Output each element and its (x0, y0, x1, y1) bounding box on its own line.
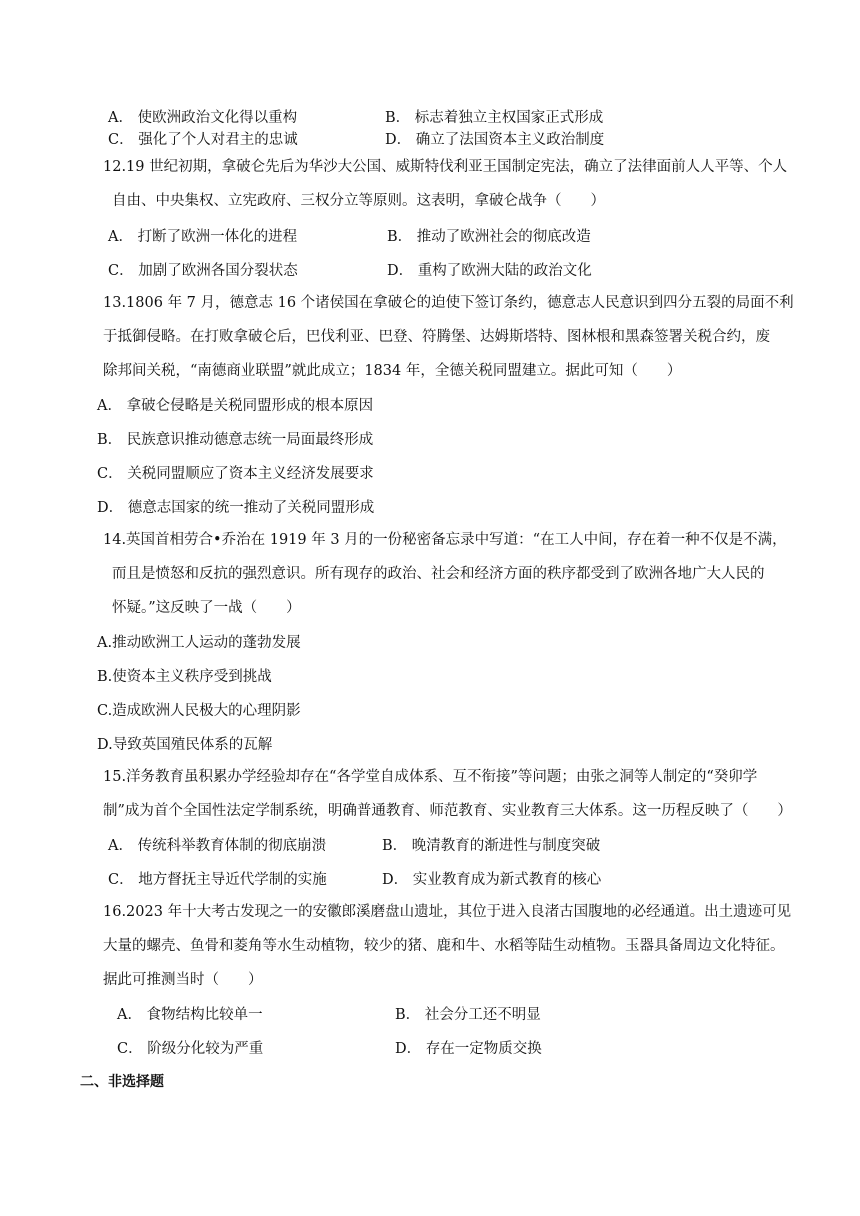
q13-line-2: 于抵御侵略。在打败拿破仑后，巴伐利亚、巴登、符腾堡、达姆斯塔特、图林根和黑森签署关税合约，废 (103, 329, 770, 345)
q14-line-3: 怀疑。”这反映了一战（ ） (112, 600, 301, 616)
q16-option-d: D． 存在一定物质交换 (395, 1041, 542, 1057)
q16-option-c: C． 阶级分化较为严重 (117, 1041, 264, 1057)
q14-line-2: 而且是愤怒和反抗的强烈意识。所有现存的政治、社会和经济方面的秩序都受到了欧洲各地广大人民的 (112, 566, 765, 582)
q15-line-2: 制”成为首个全国性法定学制系统，明确普通教育、师范教育、实业教育三大体系。这一历程反映了（ ） (103, 803, 792, 819)
q13-option-a: A． 拿破仑侵略是关税同盟形成的根本原因 (97, 398, 374, 414)
q12-line-2: 自由、中央集权、立宪政府、三权分立等原则。这表明，拿破仑战争（ ） (112, 193, 605, 209)
q14-line-1: 14.英国首相劳合•乔治在 1919 年 3 月的一份秘密备忘录中写道：“在工人中间，存在着一种不仅是不满， (103, 532, 787, 548)
q15-option-b: B． 晚清教育的渐进性与制度突破 (382, 838, 601, 854)
q12-option-c: C． 加剧了欧洲各国分裂状态 (108, 263, 298, 279)
q15-stem (103, 760, 793, 828)
q14-option-d: D.导致英国殖民体系的瓦解 (97, 737, 273, 753)
q13-line-3: 除邦间关税，“南德商业联盟”就此成立；1834 年，全德关税同盟建立。据此可知（ ） (103, 363, 682, 379)
q16-stem (103, 895, 793, 997)
q14-option-c: C.造成欧洲人民极大的心理阴影 (97, 703, 301, 719)
q12-line-1: 12.19 世纪初期，拿破仑先后为华沙大公国、威斯特伐利亚王国制定宪法，确立了法律面前人人平等、个人 (103, 159, 788, 175)
q13-option-d: D． 德意志国家的统一推动了关税同盟形成 (97, 500, 375, 516)
q13-option-b: B． 民族意识推动德意志统一局面最终形成 (97, 432, 374, 448)
q15-option-a: A． 传统科举教育体制的彻底崩溃 (108, 838, 327, 854)
q15-option-c: C． 地方督抚主导近代学制的实施 (108, 872, 327, 888)
q12-option-a: A． 打断了欧洲一体化的进程 (108, 229, 298, 245)
q11-option-d: D． 确立了法国资本主义政治制度 (385, 132, 605, 148)
q16-option-b: B． 社会分工还不明显 (395, 1007, 541, 1023)
q11-option-c: C． 强化了个人对君主的忠诚 (108, 132, 298, 148)
q12-option-d: D． 重构了欧洲大陆的政治文化 (387, 263, 592, 279)
q14-stem (103, 523, 793, 625)
q13-stem (103, 286, 793, 388)
q12-stem (103, 150, 793, 218)
q16-option-a: A． 食物结构比较单一 (117, 1007, 263, 1023)
q16-line-2: 大量的螺壳、鱼骨和菱角等水生动植物，较少的猪、鹿和牛、水稻等陆生动植物。玉器具备周边文化特征。 (103, 938, 785, 954)
q15-option-d: D． 实业教育成为新式教育的核心 (382, 872, 602, 888)
q16-line-1: 16.2023 年十大考古发现之一的安徽郎溪磨盘山遗址，其位于进入良渚古国腹地的必经通道。出土遗迹可见 (103, 904, 792, 920)
q11-option-b: B． 标志着独立主权国家正式形成 (385, 110, 604, 126)
q13-line-1: 13.1806 年 7 月，德意志 16 个诸侯国在拿破仑的迫使下签订条约，德意志人民意识到四分五裂的局面不利 (103, 295, 794, 311)
q14-option-a: A.推动欧洲工人运动的蓬勃发展 (97, 635, 301, 651)
section-heading-non-choice: 二、非选择题 (80, 1074, 164, 1090)
q15-line-1: 15.洋务教育虽积累办学经验却存在“各学堂自成体系、互不衔接”等问题；由张之洞等人制定的“癸卯学 (103, 769, 758, 785)
q14-option-b: B.使资本主义秩序受到挑战 (97, 669, 272, 685)
q12-option-b: B． 推动了欧洲社会的彻底改造 (387, 229, 591, 245)
q13-option-c: C． 关税同盟顺应了资本主义经济发展要求 (97, 466, 374, 482)
q16-line-3: 据此可推测当时（ ） (103, 972, 263, 988)
q11-option-a: A． 使欧洲政治文化得以重构 (108, 110, 298, 126)
